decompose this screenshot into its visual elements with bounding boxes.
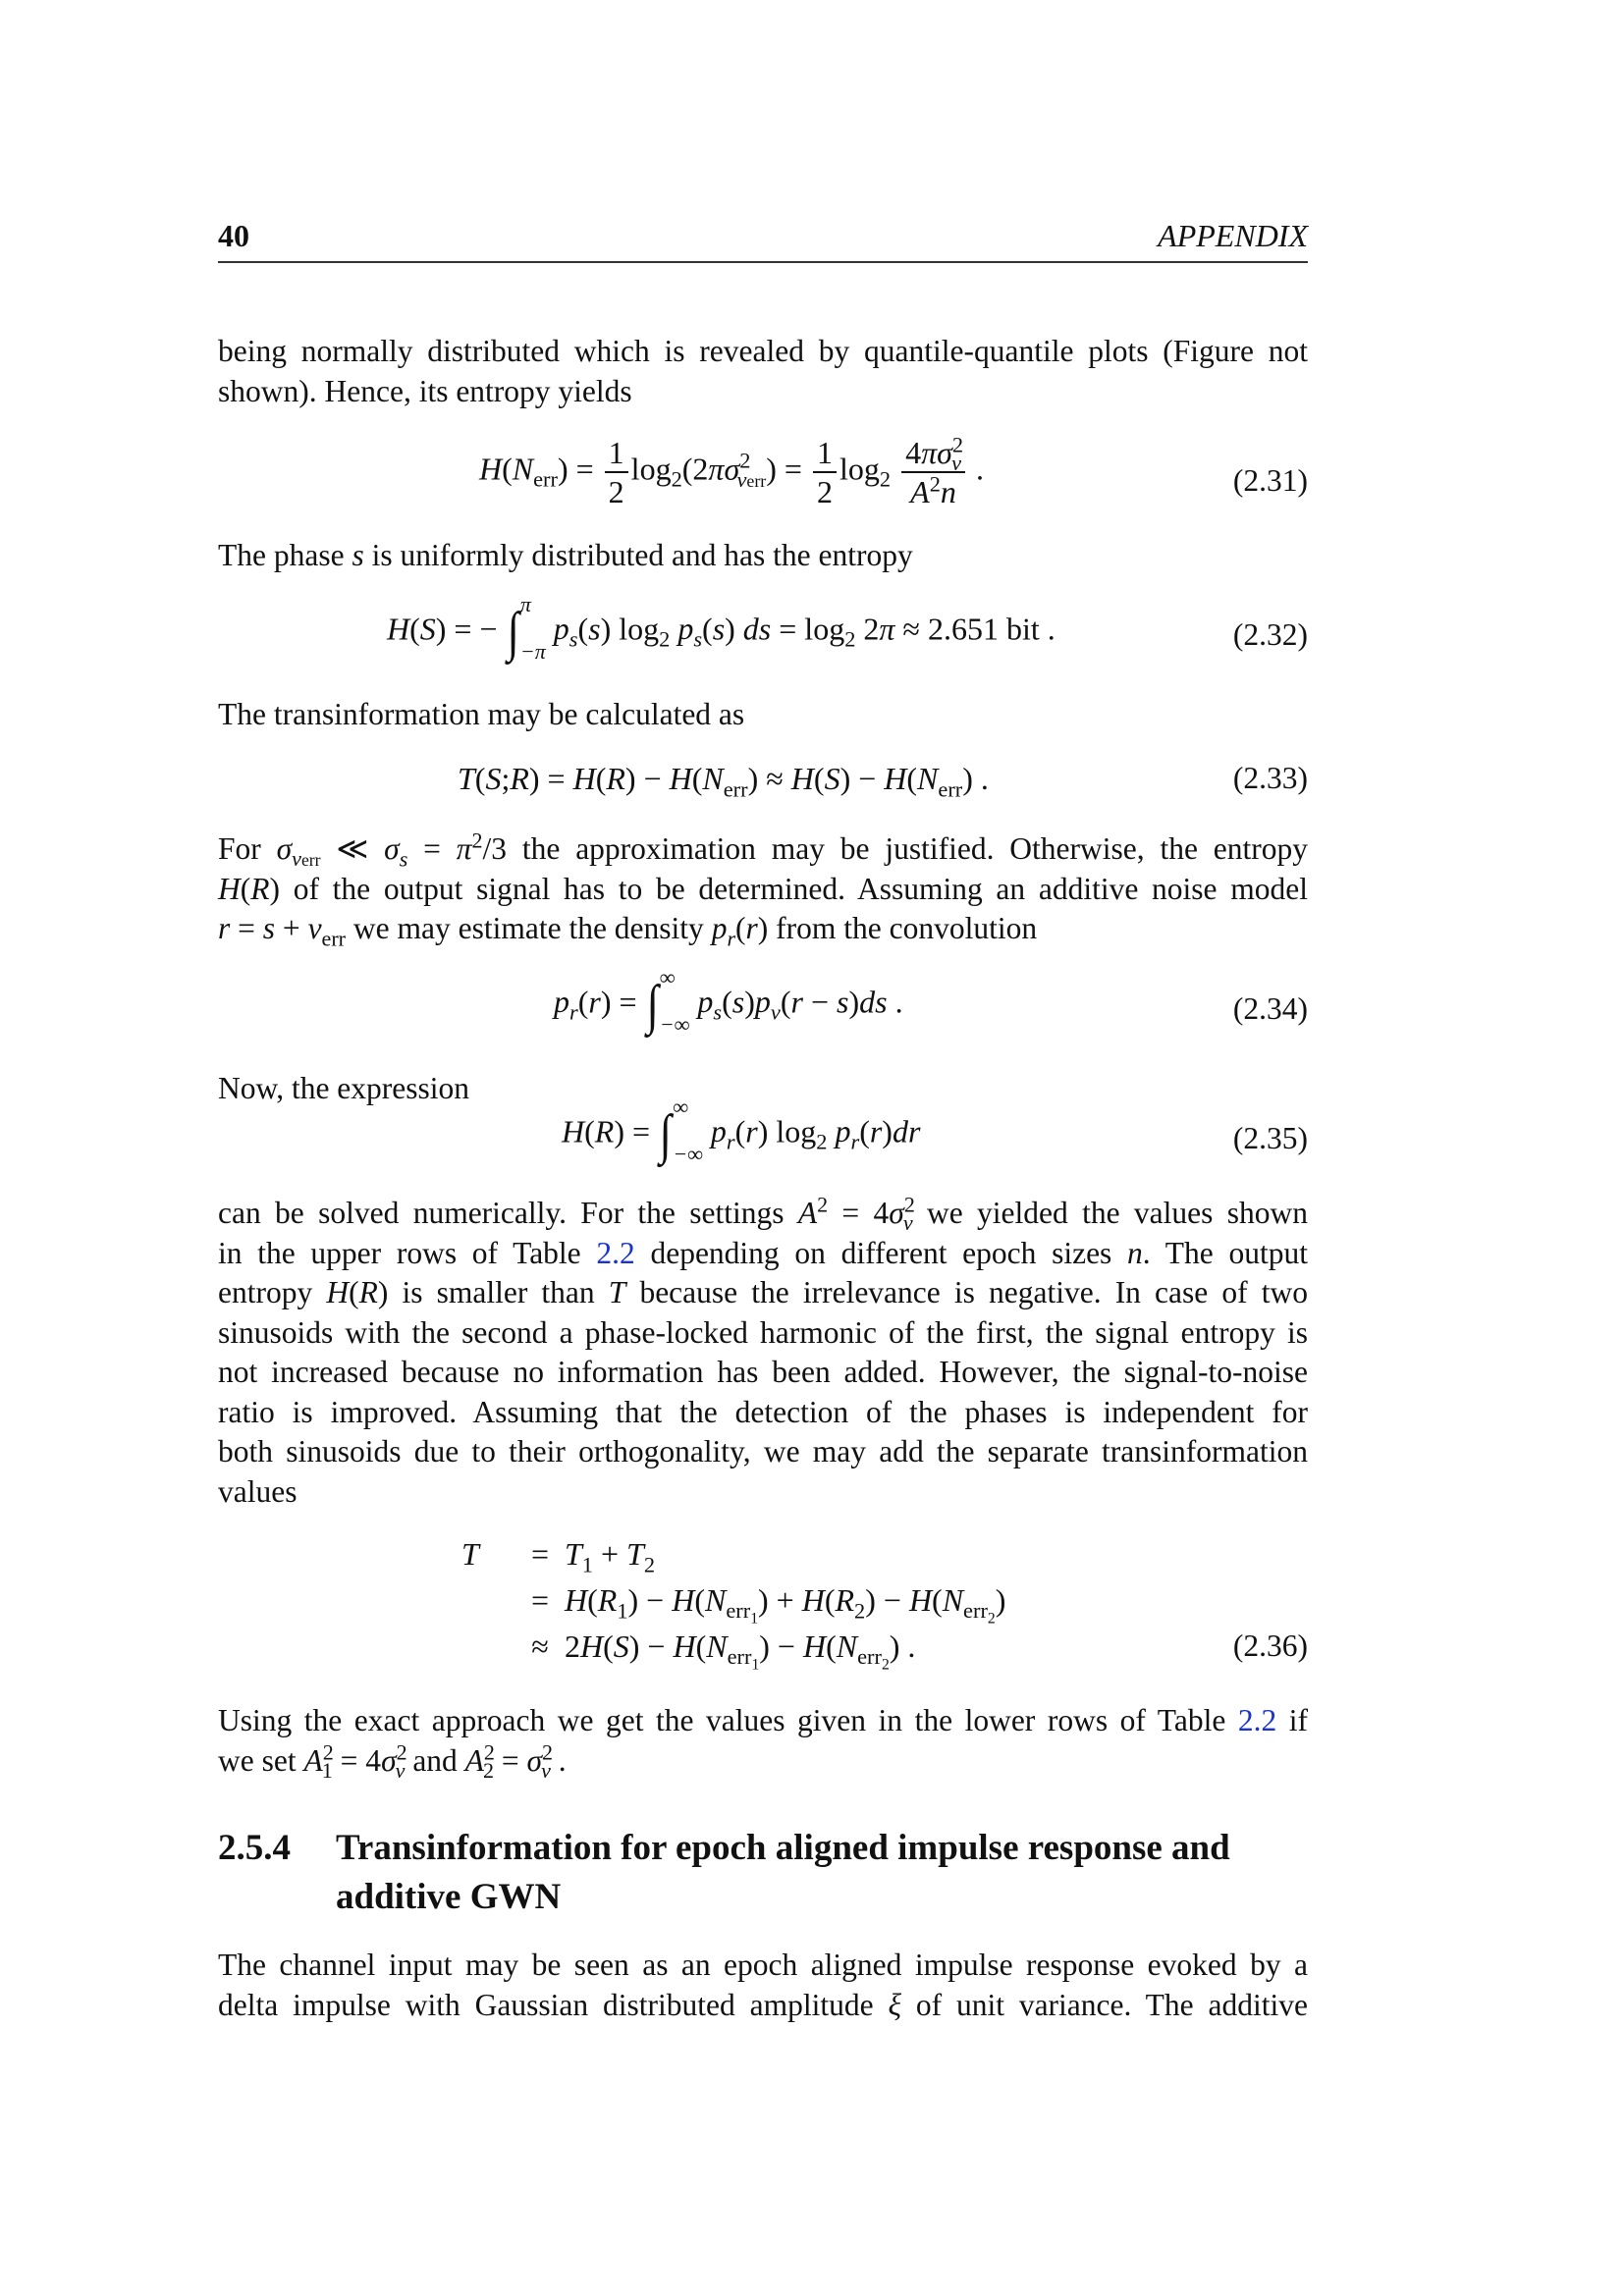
text-line: both sinusoids due to their orthogonality, we may add the separate transinformation [218, 1434, 1308, 1468]
equation-number: (2.32) [1232, 617, 1308, 652]
text-span: depending on different epoch sizes [634, 1235, 1128, 1270]
paragraph-3 [218, 695, 1308, 735]
text-span: Using the exact approach we get the values given in the lower rows of Table [218, 1703, 1238, 1737]
equation-2-31: $H(N_{err})$ = $\frac{1}{2}$ $\log_2(2\pi\sigma^2_{\nu err})$ = $\frac{1}{2}$ $\log_2$ $\frac{4\pi\sigma^2_\nu}{A^2n}$ . [479, 432, 985, 509]
text-line: ratio is improved. Assuming that the detection of the phases is independent for [218, 1394, 1308, 1429]
paragraph-6: can be solved numerically. For the settings $A^2 = 4\sigma^2_\nu$ we yielded the values shown in the upper rows of Table 2.2 depending on different epoch sizes n. The output entropy H(R) is smaller than T because the irrelevance is negative. In case of two sinusoids with the second a phase-locked harmonic of the first, the signal entropy is not increased because no information has been added. However, the signal-to-noise ratio is improved. Assuming that the detection of the phases is independent for both sinusoids due to their orthogonality, we may add the separate transinformation values [218, 1194, 1308, 1512]
section-number: 2.5.4 [218, 1828, 291, 1868]
text-span: we yielded the values shown [912, 1196, 1308, 1230]
paragraph-1 [218, 332, 1308, 411]
text-line: values [218, 1473, 298, 1509]
paragraph-7: Using the exact approach we get the values given in the lower rows of Table 2.2 if we set $A^2_1 = 4\sigma^2_\nu$ and $A^2_2 = \sigma^2_\nu$ . [218, 1703, 1308, 1783]
equation-2-32: H(S) = − ∫ π −π $p_s(s)$ $\log_2 p_s(s)$ ds = $\log_2 2\pi \approx 2.651$ bit . [387, 592, 1056, 664]
text-line: Now, the expression [218, 1071, 470, 1105]
text-line: not increased because no information has been added. However, the signal-to-noise [218, 1355, 1308, 1389]
paragraph-4: For $\sigma_{\nu err}$ ≪ $\sigma_s = \pi^2/3$ the approximation may be justified. Otherwise, the entropy H(R) of the output signal has to be determined. Assuming an additive noise model $r = s + \nu_{err}$ we may estimate the density $p_r(r)$ from the convolution [218, 828, 1308, 951]
text-line: The transinformation may be calculated as [218, 697, 745, 731]
text-span: can be solved numerically. For the settings [218, 1196, 798, 1230]
text-span: delta impulse with Gaussian distributed amplitude [218, 1987, 889, 2022]
variable: ξ [888, 1987, 901, 2022]
text-span: because the irrelevance is negative. In case of two [625, 1275, 1308, 1309]
paragraph-8 [218, 1946, 1308, 2025]
entropy-unit: bit [1005, 611, 1040, 647]
text-line: being normally distributed which is revealed by quantile-quantile plots (Figure not [218, 334, 1308, 368]
text-span: . The output [1142, 1235, 1308, 1270]
text-span: and [405, 1742, 465, 1778]
text-span: The phase [218, 538, 352, 572]
running-title: APPENDIX [1158, 218, 1308, 253]
text-span: is smaller than [388, 1275, 609, 1309]
paragraph-2 [218, 536, 1308, 576]
equation-number: (2.35) [1232, 1121, 1308, 1155]
text-span: of the output signal has to be determined. Assuming an additive noise model [280, 871, 1308, 906]
equation-2-36: T = $T_1 + T_2$ = $H(R_1) - H(N_{err_1}) + H(R_2) - H(N_{err_2})$ ≈ $2H(S) - H(N_{err_1}) - H(N_{err_2})$ . [461, 1536, 1006, 1674]
page-number: 40 [218, 218, 249, 253]
section-title: Transinformation for epoch aligned impulse response and additive GWN [336, 1828, 1230, 1917]
text-span: from the convolution [768, 911, 1038, 945]
text-span: of unit variance. The additive [900, 1987, 1308, 2022]
equation-number: (2.36) [1232, 1629, 1308, 1663]
text-line: The channel input may be seen as an epoch aligned impulse response evoked by a [218, 1948, 1308, 1982]
variable: s [352, 538, 364, 572]
table-link[interactable]: 2.2 [1237, 1703, 1277, 1737]
text-span: we set [218, 1742, 304, 1778]
entropy-value: 2.651 [927, 611, 999, 647]
text-span: the approximation may be justified. Otherwise, the entropy [507, 831, 1308, 866]
equation-number: (2.33) [1232, 761, 1308, 795]
text-span: entropy [218, 1275, 327, 1309]
equation-2-34: $p_r(r)$ = ∫ ∞ −∞ $p_s(s)p_\nu(r - s)ds$ . [554, 965, 903, 1037]
equation-number: (2.34) [1232, 991, 1308, 1026]
equation-number: (2.31) [1232, 463, 1308, 498]
text-span: in the upper rows of Table [218, 1235, 597, 1270]
text-line: shown). Hence, its entropy yields [218, 373, 632, 408]
text-span: we may estimate the density [346, 911, 712, 945]
equation-2-35: H(R) = ∫ ∞ −∞ $p_r(r)$ $\log_2 p_r(r)dr$ [562, 1095, 921, 1166]
text-span: For [218, 831, 277, 866]
equation-2-33: T(S;R) = $H(R) - H(N_{err}) \approx H(S) - H(N_{err})$ . [458, 761, 989, 802]
text-line: sinusoids with the second a phase-locked harmonic of the first, the signal entropy is [218, 1314, 1308, 1350]
table-link[interactable]: 2.2 [596, 1235, 635, 1270]
header-rule [218, 261, 1308, 263]
text-span: is uniformly distributed and has the entropy [363, 538, 913, 572]
text-span: if [1276, 1703, 1308, 1737]
